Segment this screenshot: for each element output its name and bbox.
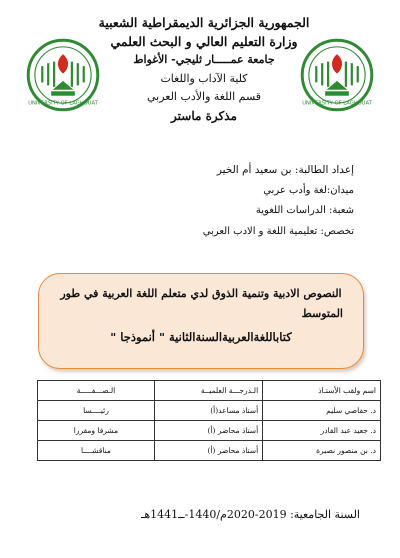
- field-of-study: ميدان:لغة وأدب عربي: [263, 184, 354, 196]
- jury-member-rank: أستاذ مساعد(أ): [154, 401, 262, 421]
- thesis-title-line-1: النصوص الادبية وتنمية الذوق لدي متعلم اللغة العربية في طور: [60, 287, 342, 300]
- table-row: [38, 441, 381, 461]
- table-row: [38, 401, 381, 421]
- logo-caption-left: UNIVERSITY OF LAGHOUAT: [28, 100, 98, 107]
- table-row: [38, 421, 381, 441]
- jury-member-name: د. حفاصي سليم: [263, 401, 381, 421]
- jury-member-name: د. بن منصور نصيرة: [263, 441, 381, 461]
- faculty-name: كلية الآداب واللغات: [160, 71, 248, 85]
- department-name: قسم اللغة والأدب العربي: [146, 90, 262, 103]
- header-block: [54, 14, 354, 125]
- jury-member-role: مشرفا ومقررا: [38, 421, 155, 441]
- jury-member-rank: أستاذ محاضر (أ): [154, 421, 262, 441]
- ministry-name: وزارة التعليم العالي و البحث العلمي: [110, 33, 298, 49]
- thesis-title-line-3: كتاباللغةالعربيةالسنةالثانية " أنموذجا ": [110, 330, 292, 344]
- academic-year: السنة الجامعية: 2019-2020م/1440-ــ1441هـ: [141, 508, 360, 521]
- logo-caption-right: UNIVERSITY OF LAGHOUAT: [302, 100, 372, 107]
- branch: شعبة: الدراسات اللغوية: [255, 205, 354, 216]
- thesis-title-line-2: المتوسط: [301, 307, 343, 320]
- republic-name: الجمهورية الجزائرية الديمقراطية الشعبية: [98, 15, 310, 30]
- jury-member-role: مناقشــــا: [38, 441, 155, 461]
- jury-header-row: [38, 381, 381, 401]
- university-name: جامعة عمـــــار ثليجي- الأغواط: [133, 53, 275, 66]
- specialty: تخصص: تعليمية اللغة و الادب العربي: [202, 225, 354, 237]
- header-role: الـصـــفـــــة: [38, 381, 155, 401]
- student-name: إعداد الطالبة: بن سعيد أم الخير: [216, 164, 354, 176]
- header-rank: الـدرجـــة العلميــة: [154, 381, 262, 401]
- student-info: [114, 160, 354, 242]
- header-name: اسم ولقب الأستـاذ: [263, 381, 381, 401]
- document-type: مذكرة ماستر: [171, 108, 237, 123]
- jury-member-role: رئيــــسا: [38, 401, 155, 421]
- jury-table: [37, 380, 381, 461]
- thesis-title-box: [38, 273, 364, 369]
- jury-member-rank: أستاذ محاضر (أ): [154, 441, 262, 461]
- jury-member-name: د. جعيد عبد القادر: [263, 421, 381, 441]
